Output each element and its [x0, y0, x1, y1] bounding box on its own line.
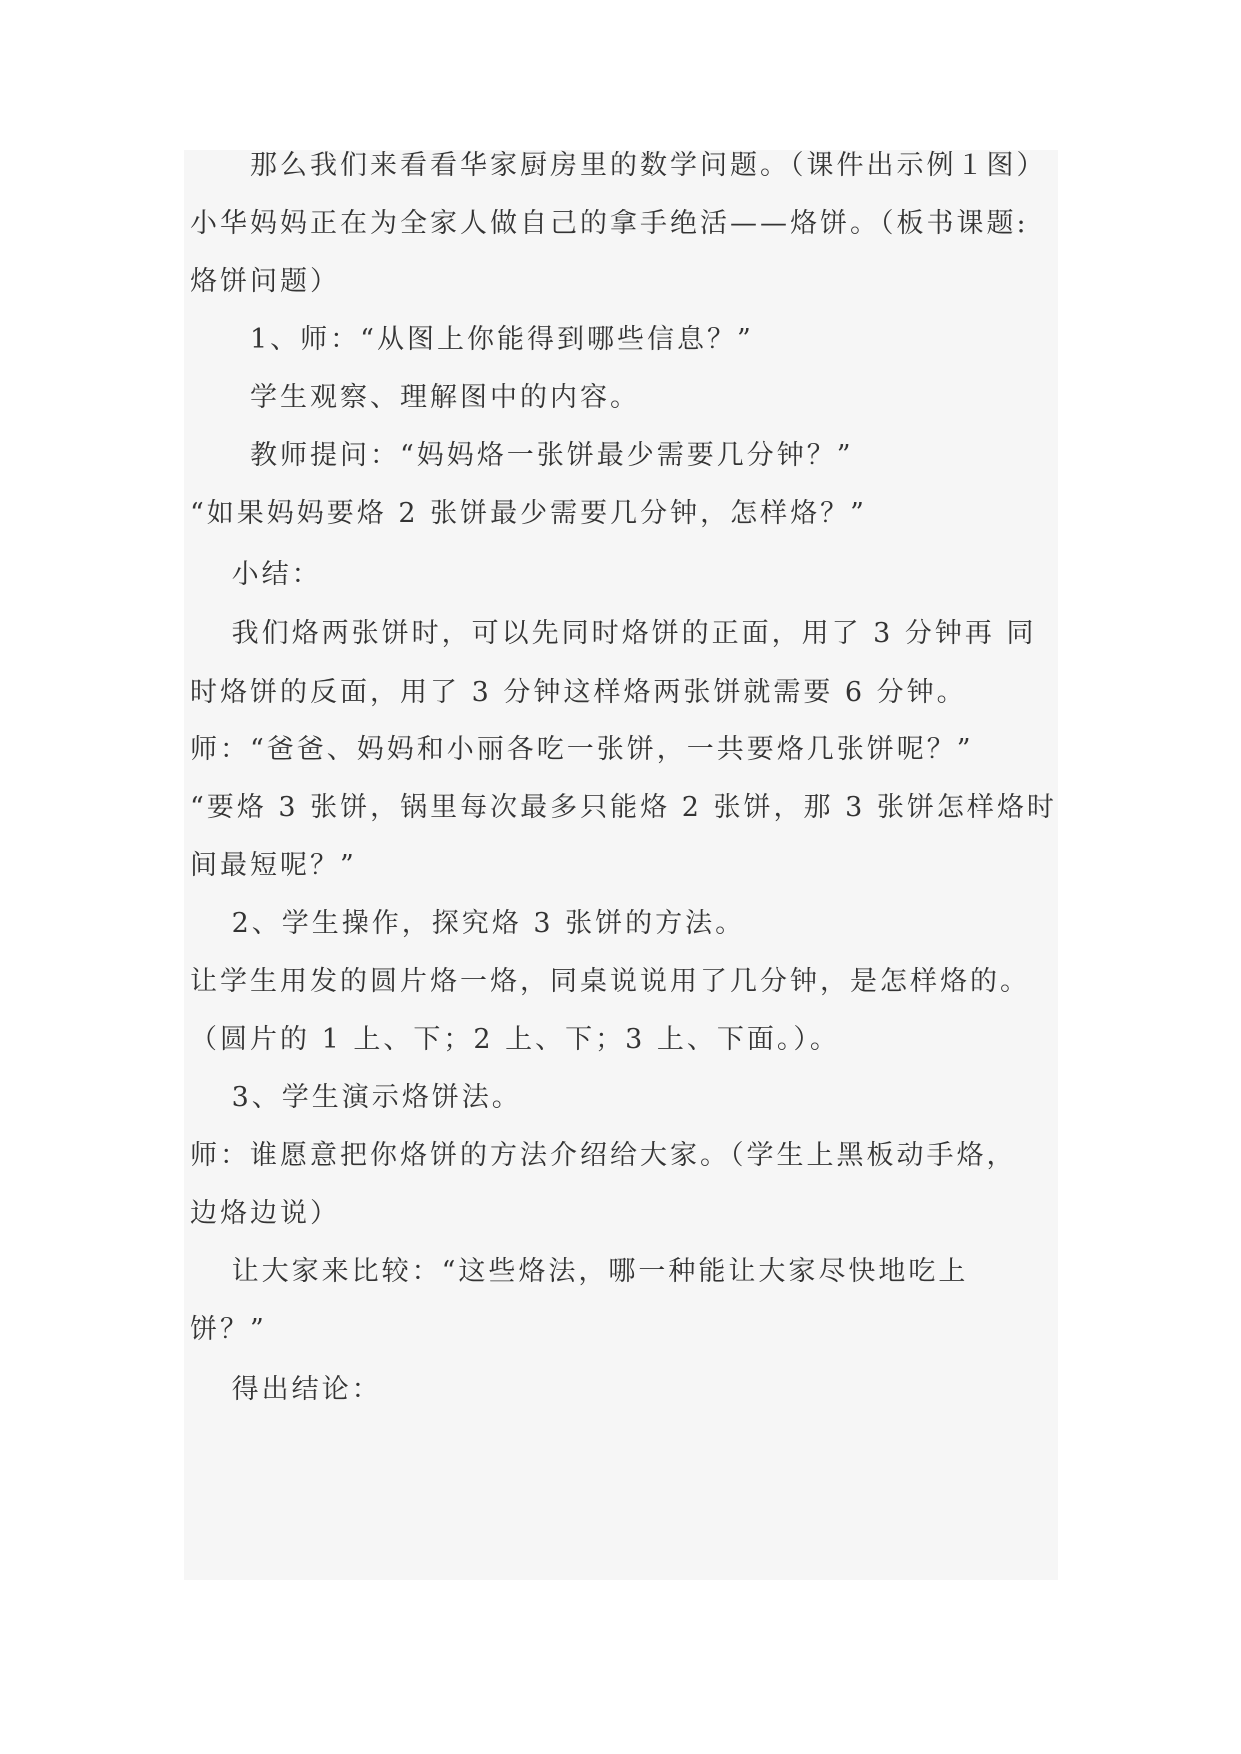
- paragraph-line: 边烙边说）: [190, 1198, 340, 1229]
- paragraph-line: 间最短呢？”: [190, 850, 357, 881]
- paragraph-line: 得出结论：: [190, 1374, 382, 1405]
- paragraph-line: 教师提问：“妈妈烙一张饼最少需要几分钟？”: [190, 440, 854, 471]
- paragraph-line: 3、学生演示烙饼法。: [190, 1082, 522, 1113]
- paragraph-line: 学生观察、理解图中的内容。: [190, 382, 640, 413]
- paragraph-line: 我们烙两张饼时，可以先同时烙饼的正面，用了 3 分钟再 同: [190, 618, 1037, 649]
- paragraph-line: 师：“爸爸、妈妈和小丽各吃一张饼，一共要烙几张饼呢？”: [190, 734, 974, 765]
- paragraph-line: 饼？”: [190, 1314, 267, 1345]
- paragraph-line: “如果妈妈要烙 2 张饼最少需要几分钟，怎样烙？”: [190, 498, 867, 529]
- paragraph-line: 师：谁愿意把你烙饼的方法介绍给大家。（学生上黑板动手烙，: [190, 1140, 1017, 1171]
- paragraph-line: 小华妈妈正在为全家人做自己的拿手绝活——烙饼。（板书课题:: [190, 208, 1029, 239]
- paragraph-line: 1、师：“从图上你能得到哪些信息？”: [190, 324, 754, 355]
- paragraph-line: （圆片的 1 上、下；2 上、下；3 上、下面。）。: [190, 1024, 840, 1055]
- paragraph-line: 让学生用发的圆片烙一烙，同桌说说用了几分钟，是怎样烙的。: [190, 966, 1030, 997]
- paragraph-line: 让大家来比较：“这些烙法，哪一种能让大家尽快地吃上: [190, 1256, 969, 1287]
- paragraph-line: 那么我们来看看华家厨房里的数学问题。（课件出示例１图）: [190, 150, 1047, 181]
- paragraph-line: 时烙饼的反面，用了 3 分钟这样烙两张饼就需要 6 分钟。: [190, 677, 967, 708]
- paragraph-line: 小结：: [190, 559, 322, 590]
- paragraph-line: 烙饼问题）: [190, 266, 340, 297]
- paragraph-line: “要烙 3 张饼，锅里每次最多只能烙 2 张饼，那 3 张饼怎样烙时: [190, 792, 1057, 823]
- paragraph-line: 2、学生操作，探究烙 3 张饼的方法。: [190, 908, 746, 939]
